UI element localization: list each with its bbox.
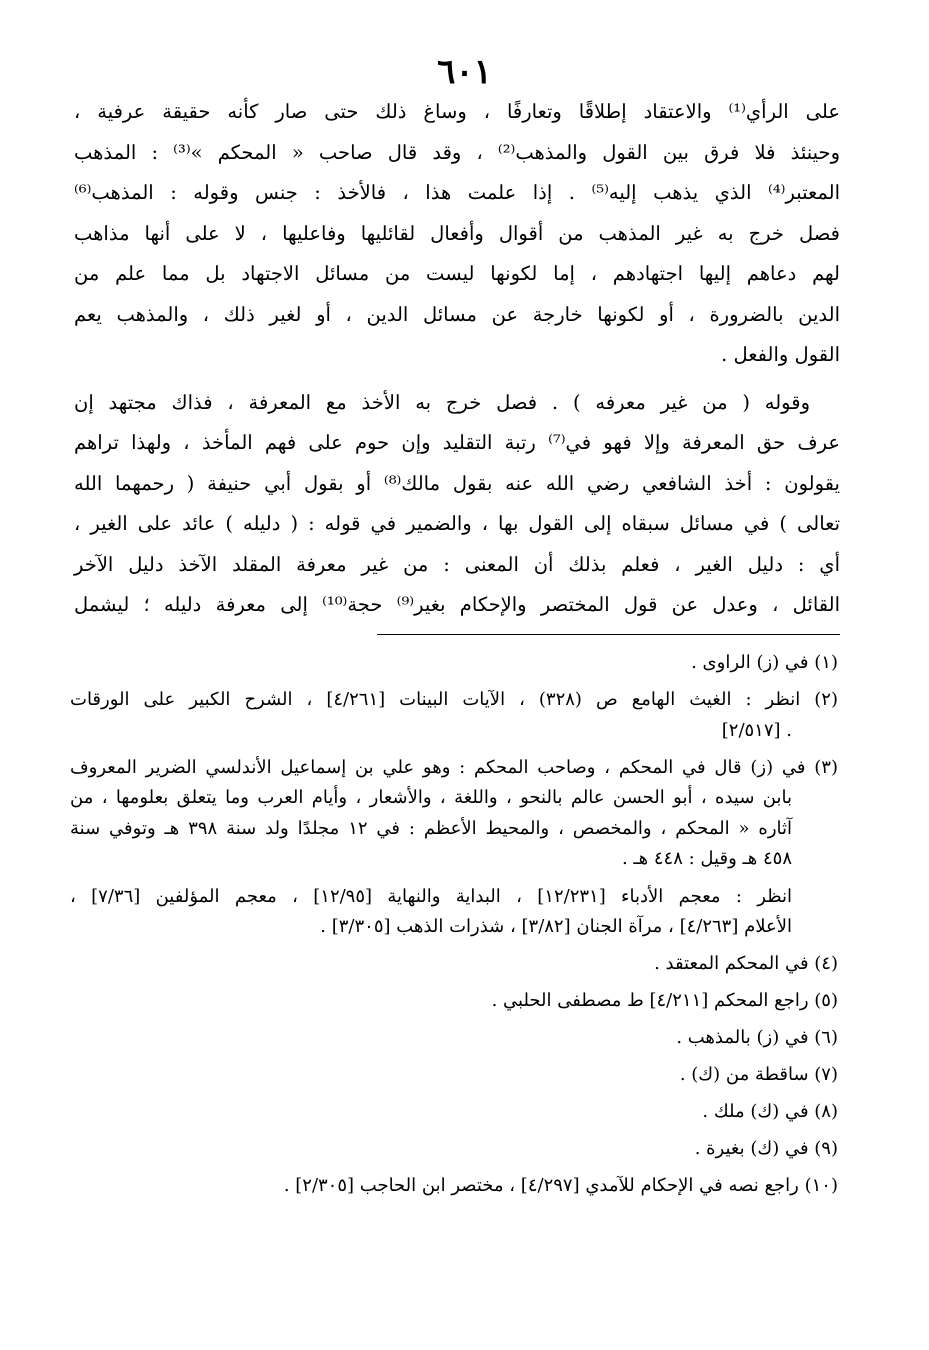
footnote-5 bbox=[70, 986, 838, 1017]
footnote-line: آثاره « المحكم ، والمخصص ، والمحيط الأعظم : في ١٢ مجلدًا ولد سنة ٣٩٨ هـ وتوفي سنة bbox=[70, 817, 793, 839]
text-line: تعالى ) في مسائل سبقاه إلى القول بها ، والضمير في قوله : ( دليله ) عائد على الغير ، bbox=[74, 512, 840, 535]
text-line: القائل ، وعدل عن قول المختصر والإحكام بغير⁽⁹⁾ حجة⁽¹⁰⁾ إلى معرفة دليله ؛ ليشمل bbox=[74, 593, 840, 616]
text-line: يقولون : أخذ الشافعي رضي الله عنه بقول مالك⁽⁸⁾ أو بقول أبي حنيفة ( رحمهما الله bbox=[74, 471, 840, 495]
footnote-3 bbox=[70, 753, 838, 875]
text-line: لهم دعاهم إليها اجتهادهم ، إما لكونها ليست من مسائل الاجتهاد بل مما علم من bbox=[74, 262, 840, 285]
footnote-3-sources bbox=[70, 882, 838, 943]
footnote-line: (٦) في (ز) بالمذهب . bbox=[676, 1027, 838, 1048]
footnote-line: الأعلام [٤/٢٦٣] ، مرآة الجنان [٣/٨٢] ، شذرات الذهب [٣/٣٠٥] . bbox=[320, 916, 792, 937]
footnote-line: (٣) في (ز) قال في المحكم ، وصاحب المحكم : وهو علي بن إسماعيل الأندلسي الضرير المعروف bbox=[70, 756, 838, 778]
footnotes bbox=[70, 648, 838, 1202]
footnote-line: (٢) انظر : الغيث الهامع ص (٣٢٨) ، الآيات البينات [٤/٢٦١] ، الشرح الكبير على الورقات bbox=[70, 689, 838, 710]
page-number: ٦٠١ bbox=[437, 52, 492, 92]
text-line: عرف حق المعرفة وإلا فهو في⁽⁷⁾ رتبة التقليد وإن حوم على فهم المأخذ ، ولهذا تراهم bbox=[74, 431, 840, 454]
text-line: الدين بالضرورة ، أو لكونها خارجة عن مسائل الدين ، أو لغير ذلك ، والمذهب يعم bbox=[74, 302, 840, 326]
footnote-9 bbox=[70, 1134, 838, 1165]
text-line: أي : دليل الغير ، فعلم بذلك أن المعنى : من غير معرفة المقلد الآخذ دليل الآخر bbox=[74, 552, 840, 576]
footnote-line: (٧) ساقطة من (ك) . bbox=[679, 1064, 838, 1085]
footnote-line: (٤) في المحكم المعتقد . bbox=[654, 953, 838, 974]
text-line: وقوله ( من غير معرفه ) . فصل خرج به الأخذ مع المعرفة ، فذاك مجتهد إن bbox=[74, 390, 810, 414]
paragraph-1 bbox=[74, 92, 840, 376]
footnote-line: (٩) في (ك) بغيرة . bbox=[694, 1138, 838, 1159]
footnote-line: بابن سيده ، أبو الحسن عالم بالنحو ، واللغة ، والأشعار ، وأيام العرب وما يتعلق بعلومها ، من bbox=[70, 787, 792, 808]
footnote-line: (١٠) راجع نصه في الإحكام للآمدي [٤/٢٩٧] ، مختصر ابن الحاجب [٢/٣٠٥] . bbox=[283, 1175, 838, 1196]
footnote-separator bbox=[377, 634, 840, 635]
footnote-6 bbox=[70, 1023, 838, 1054]
footnote-10 bbox=[70, 1171, 838, 1202]
footnote-line: ٤٥٨ هـ وقيل : ٤٤٨ هـ . bbox=[621, 848, 792, 869]
footnote-line: (١) في (ز) الراوى . bbox=[691, 652, 838, 673]
footnote-1 bbox=[70, 648, 838, 679]
text-line: فصل خرج به غير المذهب من أقوال وأفعال لقائليها وفاعليها ، لا على أنها مذاهب bbox=[74, 221, 840, 245]
footnote-line: انظر : معجم الأدباء [١٢/٢٣١] ، البداية والنهاية [١٢/٩٥] ، معجم المؤلفين [٧/٣٦] ، bbox=[70, 885, 792, 907]
footnote-8 bbox=[70, 1097, 838, 1128]
footnote-line: (٨) في (ك) ملك . bbox=[702, 1101, 838, 1122]
text-line: وحينئذ فلا فرق بين القول والمذهب⁽²⁾ ، وقد قال صاحب « المحكم »⁽³⁾ : المذهب bbox=[74, 140, 840, 164]
footnote-4 bbox=[70, 949, 838, 980]
text-line: على الرأي⁽¹⁾ والاعتقاد إطلاقًا وتعارفًا ، وساغ ذلك حتى صار كأنه حقيقة عرفية ، bbox=[74, 100, 840, 123]
main-text bbox=[74, 92, 840, 626]
text-line: المعتبر⁽⁴⁾ الذي يذهب إليه⁽⁵⁾ . إذا علمت هذا ، فالأخذ : جنس وقوله : المذهب⁽⁶⁾ bbox=[74, 181, 841, 204]
text-line: القول والفعل . bbox=[721, 343, 840, 366]
footnote-2 bbox=[70, 685, 838, 746]
footnote-line: [٢/٥١٧] . bbox=[721, 719, 792, 741]
paragraph-2 bbox=[74, 383, 840, 626]
footnote-line: (٥) راجع المحكم [٤/٢١١] ط مصطفى الحلبي . bbox=[491, 990, 838, 1011]
footnote-7 bbox=[70, 1060, 838, 1091]
